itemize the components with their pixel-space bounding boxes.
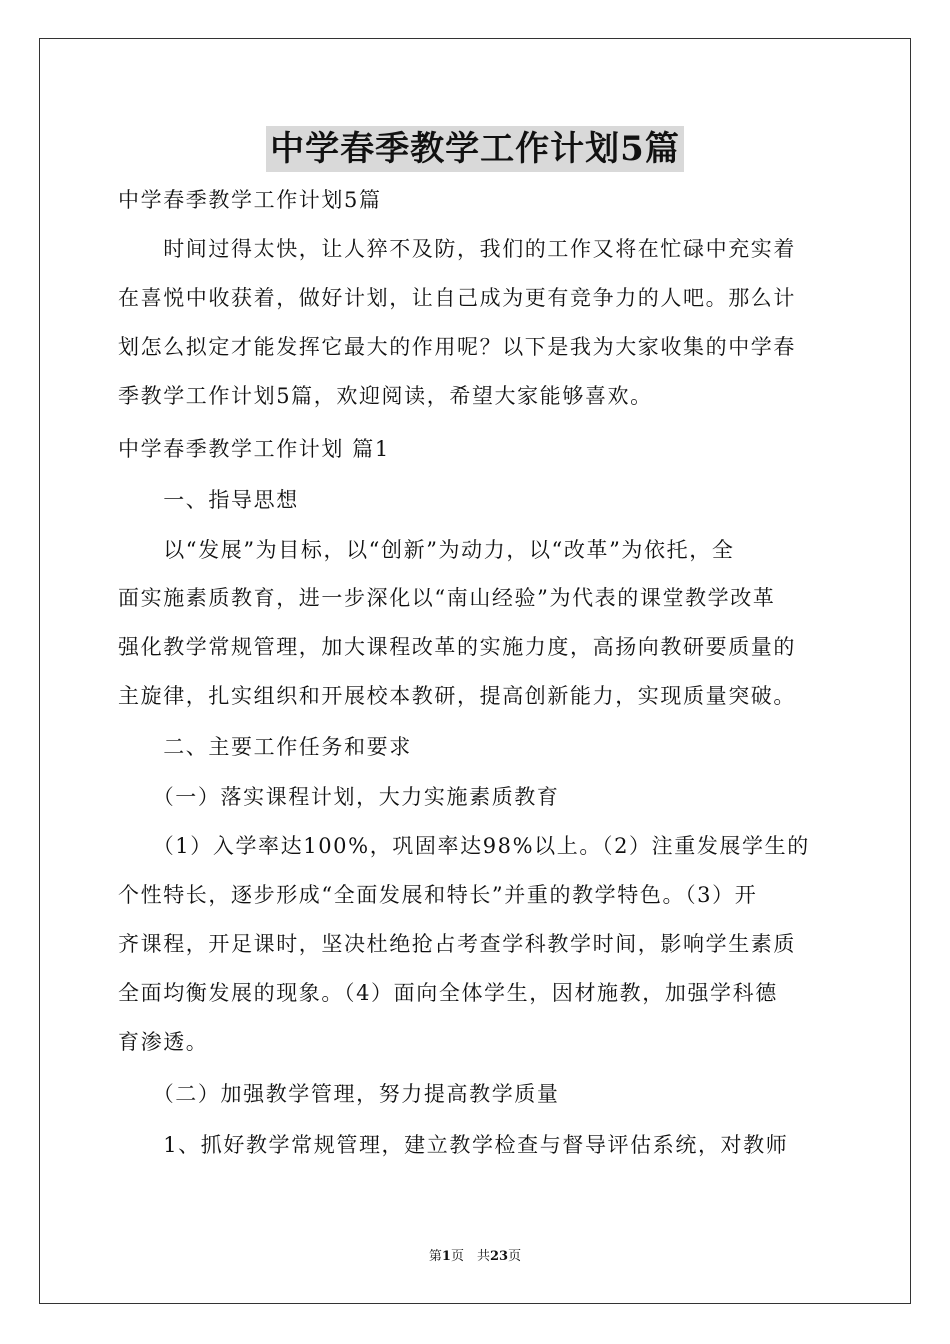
body-line: 齐课程，开足课时，坚决杜绝抢占考查学科教学时间，影响学生素质	[118, 932, 796, 956]
body-line: （二）加强教学管理，努力提高教学质量	[118, 1082, 560, 1106]
footer-suffix: 页	[508, 1249, 522, 1264]
footer-page-number: 1	[441, 1249, 451, 1264]
page-border	[39, 38, 911, 1304]
section-heading: 中学春季教学工作计划 篇1	[118, 437, 390, 461]
body-line: 主旋律，扎实组织和开展校本教研，提高创新能力，实现质量突破。	[118, 684, 796, 708]
footer-total-pages: 23	[489, 1249, 509, 1264]
body-line: 强化教学常规管理，加大课程改革的实施力度，高扬向教研要质量的	[118, 635, 796, 659]
body-line: （1）入学率达100%，巩固率达98%以上。（2）注重发展学生的	[118, 834, 810, 858]
body-line: 全面均衡发展的现象。（4）面向全体学生，因材施教，加强学科德	[118, 981, 778, 1005]
subtitle-line: 中学春季教学工作计划5篇	[118, 188, 382, 212]
footer-mid: 页 共	[450, 1249, 490, 1264]
body-line: 二、主要工作任务和要求	[118, 735, 412, 759]
body-line: 以“发展”为目标，以“创新”为动力，以“改革”为依托，全	[118, 538, 735, 562]
body-line: 育渗透。	[118, 1030, 209, 1054]
body-line: 划怎么拟定才能发挥它最大的作用呢？以下是我为大家收集的中学春	[118, 335, 796, 359]
document-title-wrap	[0, 126, 950, 172]
body-line: 面实施素质教育，进一步深化以“南山经验”为代表的课堂教学改革	[118, 586, 776, 610]
body-line: 季教学工作计划5篇，欢迎阅读，希望大家能够喜欢。	[118, 384, 653, 408]
footer-prefix: 第	[428, 1249, 442, 1264]
body-line: 时间过得太快，让人猝不及防，我们的工作又将在忙碌中充实着	[118, 237, 796, 261]
body-line: 1、抓好教学常规管理，建立教学检查与督导评估系统，对教师	[118, 1133, 789, 1157]
body-line: （一）落实课程计划，大力实施素质教育	[118, 785, 560, 809]
body-line: 一、指导思想	[118, 488, 299, 512]
body-line: 在喜悦中收获着，做好计划，让自己成为更有竞争力的人吧。那么计	[118, 286, 796, 310]
body-line: 个性特长，逐步形成“全面发展和特长”并重的教学特色。（3）开	[118, 883, 758, 907]
document-title: 中学春季教学工作计划5篇	[266, 126, 684, 172]
page-footer	[0, 1248, 950, 1266]
